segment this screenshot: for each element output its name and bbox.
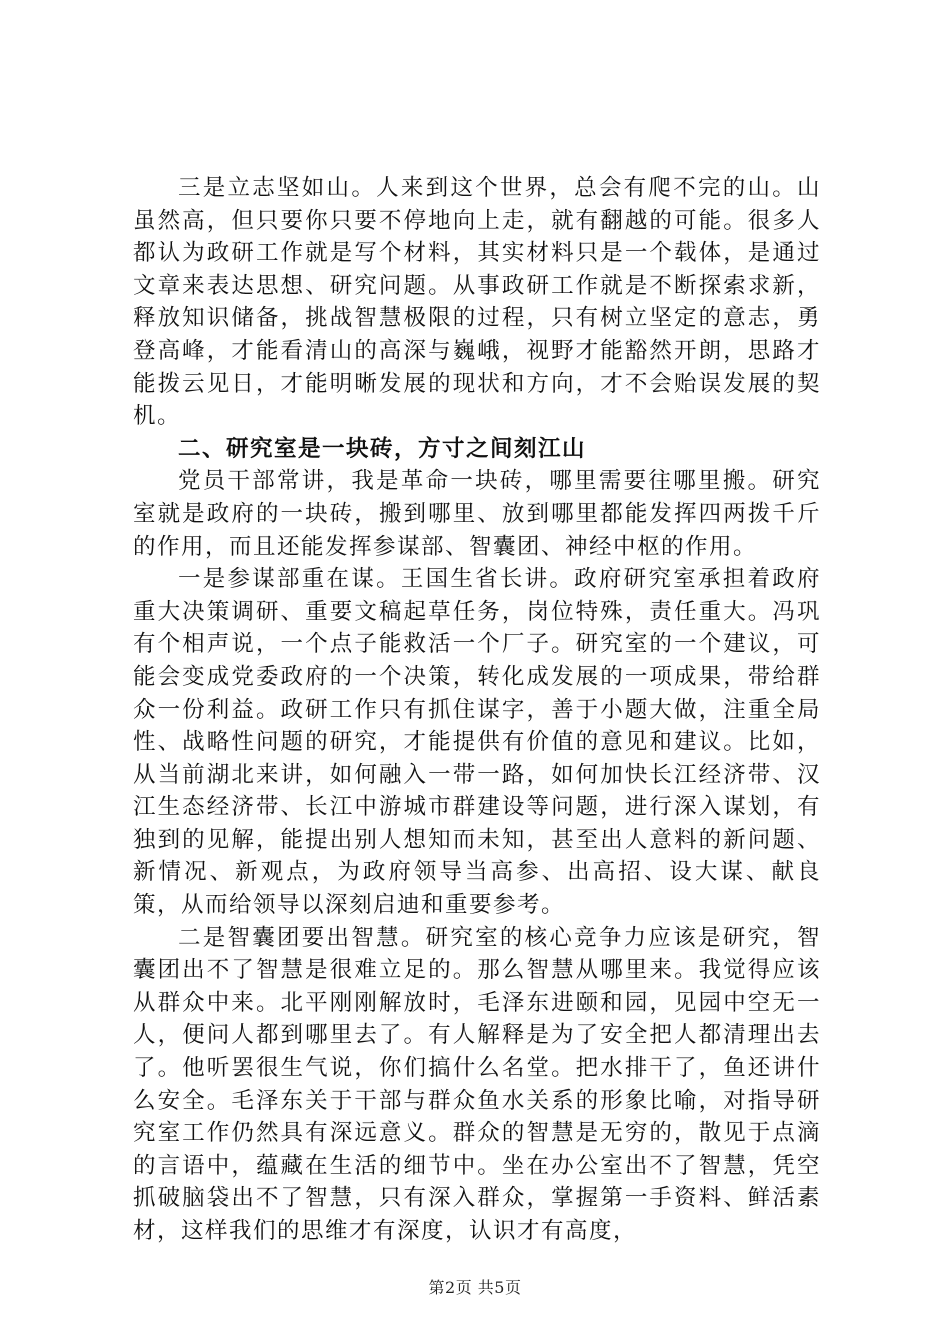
paragraph-staff-planning: 一是参谋部重在谋。王国生省长讲。政府研究室承担着政府重大决策调研、重要文稿起草任务，岗位特殊，责任重大。冯巩有个相声说，一个点子能救活一个厂子。研究室的一个建议，可能会变成党委政府的一个决策，转化成发展的一项成果，带给群众一份利益。政研工作只有抓住谋字，善于小题大做，注重全局性、战略性问题的研究，才能提供有价值的意见和建议。比如，从当前湖北来讲，如何融入一带一路，如何加快长江经济带、汉江生态经济带、长江中游城市群建设等问题，进行深入谋划，有独到的见解，能提出别人想知而未知，甚至出人意料的新问题、新情况、新观点，为政府领导当高参、出高招、设大谋、献良策，从而给领导以深刻启迪和重要参考。 [133, 566, 821, 919]
paragraph-resolve-like-mountain: 三是立志坚如山。人来到这个世界，总会有爬不完的山。山虽然高，但只要你只要不停地向上走，就有翻越的可能。很多人都认为政研工作就是写个材料，其实材料只是一个载体，是通过文章来表达思想、研究问题。从事政研工作就是不断探索求新，释放知识储备，挑战智慧极限的过程，只有树立坚定的意志，勇登高峰，才能看清山的高深与巍峨，视野才能豁然开朗，思路才能拨云见日，才能明晰发展的现状和方向，才不会贻误发展的契机。 [133, 175, 821, 430]
paragraph-brick-intro: 党员干部常讲，我是革命一块砖，哪里需要往哪里搬。研究室就是政府的一块砖，搬到哪里、放到哪里都能发挥四两拨千斤的作用，而且还能发挥参谋部、智囊团、神经中枢的作用。 [133, 468, 821, 560]
section-heading-two: 二、研究室是一块砖，方寸之间刻江山 [178, 435, 587, 462]
document-body [133, 172, 821, 1248]
page-number-footer: 第2页 共5页 [428, 1278, 522, 1297]
paragraph-think-tank-wisdom: 二是智囊团要出智慧。研究室的核心竞争力应该是研究，智囊团出不了智慧是很难立足的。那么智慧从哪里来。我觉得应该从群众中来。北平刚刚解放时，毛泽东进颐和园，见园中空无一人，便问人都到哪里去了。有人解释是为了安全把人都清理出去了。他听罢很生气说，你们搞什么名堂。把水排干了，鱼还讲什么安全。毛泽东关于干部与群众鱼水关系的形象比喻，对指导研究室工作仍然具有深远意义。群众的智慧是无穷的，散见于点滴的言语中，蕴藏在生活的细节中。坐在办公室出不了智慧，凭空抓破脑袋出不了智慧，只有深入群众，掌握第一手资料、鲜活素材，这样我们的思维才有深度，认识才有高度， [133, 924, 821, 1244]
